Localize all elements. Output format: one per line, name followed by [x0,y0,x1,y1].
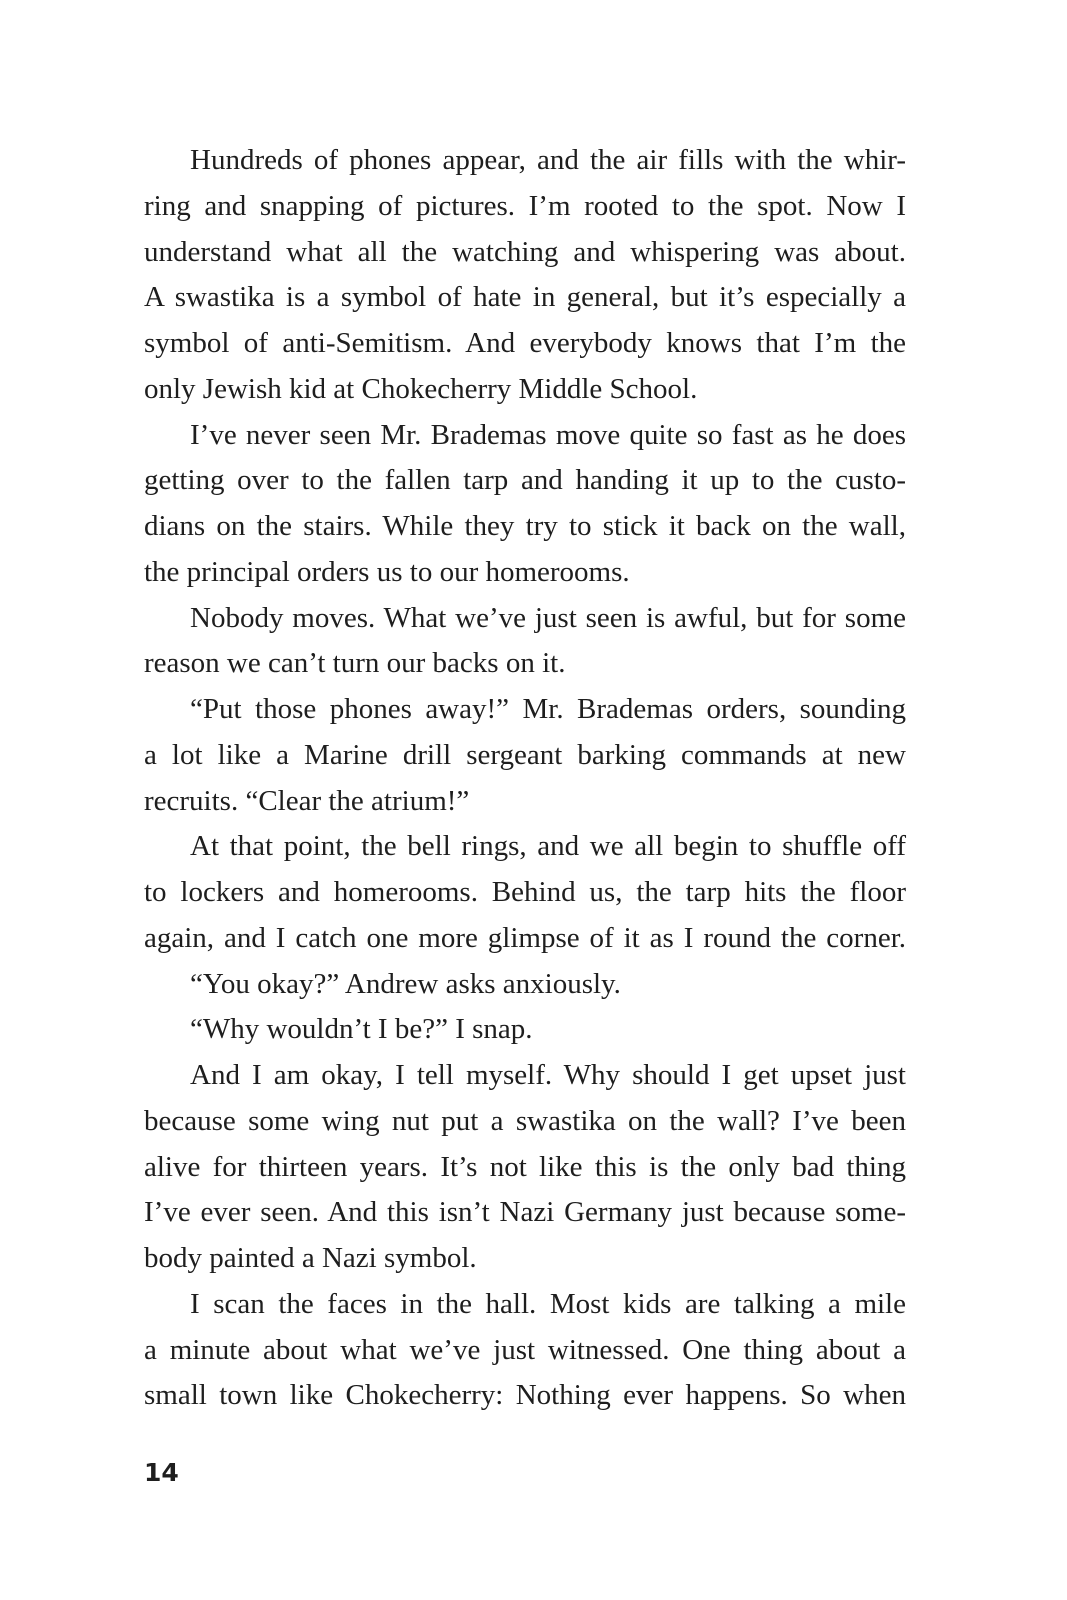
text-line: only Jewish kid at Chokecherry Middle School. [144,372,698,405]
text-line: because some wing nut put a swastika on the wall? I’ve been [144,1104,906,1137]
text-line: Hundreds of phones appear, and the air fills with the whir- [190,144,906,176]
text-line: a lot like a Marine drill sergeant barking commands at new [144,738,906,771]
text-line: “Put those phones away!” Mr. Brademas orders, sounding [190,693,906,725]
text-line: a minute about what we’ve just witnessed. One thing about a [144,1333,906,1366]
text-line: small town like Chokecherry: Nothing ever happens. So when [144,1379,906,1412]
text-line: I scan the faces in the hall. Most kids are talking a mile [190,1287,906,1320]
text-line: I’ve ever seen. And this isn’t Nazi Germany just because some- [144,1196,906,1229]
page-number: 14 [144,1458,179,1487]
text-line: At that point, the bell rings, and we all begin to shuffle off [190,830,906,863]
text-line: symbol of anti-Semitism. And everybody knows that I’m the [144,327,906,359]
text-line: I’ve never seen Mr. Brademas move quite so fast as he does [190,418,906,451]
text-line: Nobody moves. What we’ve just seen is awful, but for some [190,601,906,634]
text-line: And I am okay, I tell myself. Why should I get upset just [190,1059,906,1091]
text-line: “You okay?” Andrew asks anxiously. [190,967,621,1000]
text-line: to lockers and homerooms. Behind us, the tarp hits the floor [144,876,906,908]
text-line: ring and snapping of pictures. I’m rooted to the spot. Now I [144,189,906,222]
text-line: understand what all the watching and whispering was about. [144,235,906,268]
text-line: dians on the stairs. While they try to stick it back on the wall, [144,510,906,542]
text-line: recruits. “Clear the atrium!” [144,784,470,817]
text-line: the principal orders us to our homerooms. [144,555,630,588]
text-line: alive for thirteen years. It’s not like this is the only bad thing [144,1150,906,1183]
body-text [144,138,906,1419]
text-line: body painted a Nazi symbol. [144,1242,477,1274]
text-line: A swastika is a symbol of hate in general, but it’s especially a [144,281,906,314]
text-line: reason we can’t turn our backs on it. [144,647,566,680]
text-line: “Why wouldn’t I be?” I snap. [190,1013,533,1046]
text-line: getting over to the fallen tarp and handing it up to the custo- [144,464,906,497]
text-line: again, and I catch one more glimpse of it as I round the corner. [144,921,906,954]
